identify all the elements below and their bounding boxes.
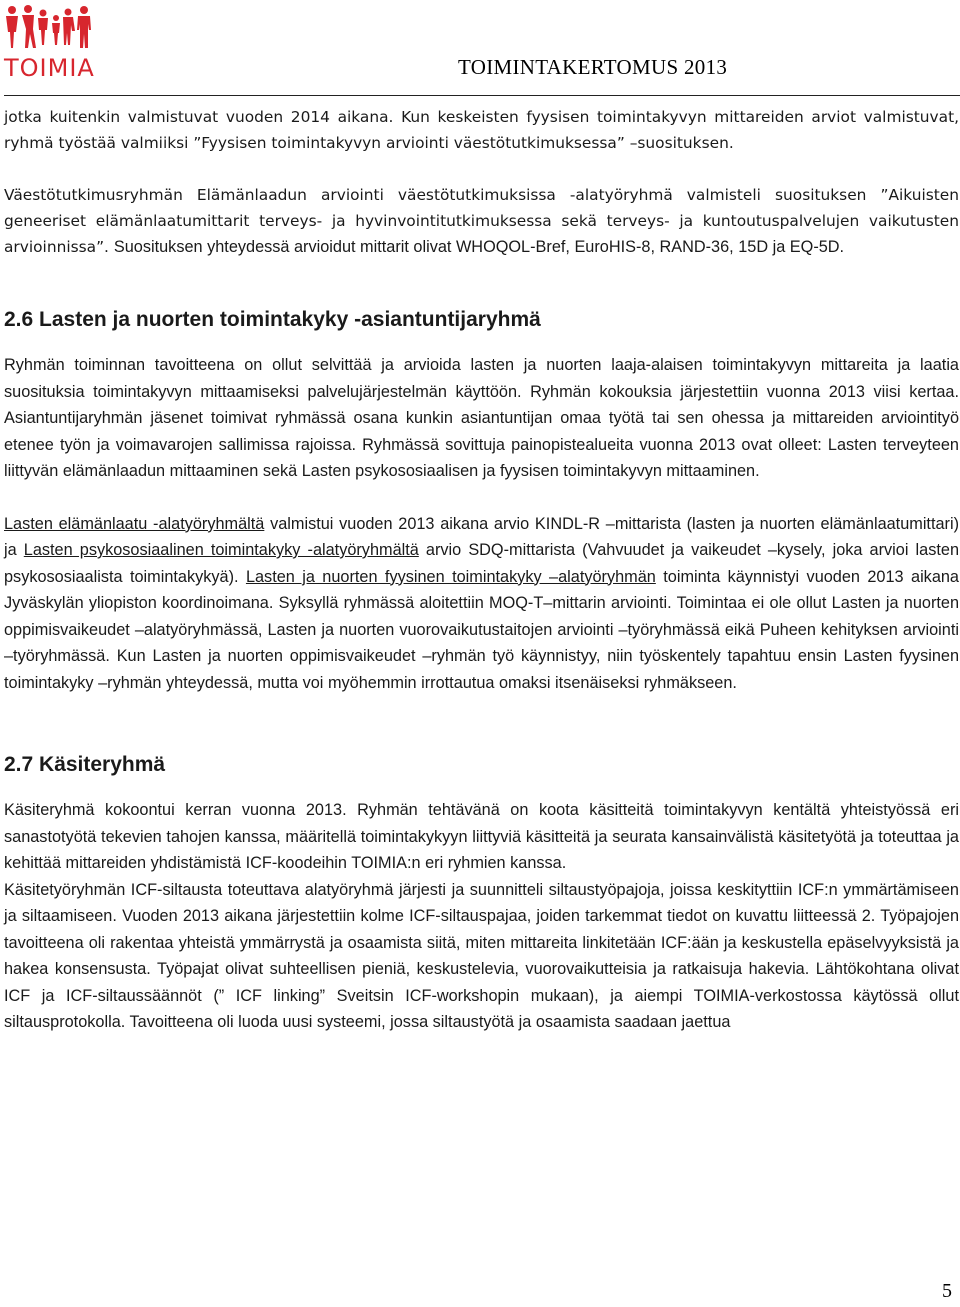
link-lasten-fyysinen[interactable]: Lasten ja nuorten fyysinen toimintakyky –alatyöryhmän — [245, 567, 656, 586]
paragraph-quality-of-life — [4, 182, 959, 260]
link-lasten-psykososiaalinen[interactable]: Lasten psykososiaalinen toimintakyky -alatyöryhmältä — [23, 541, 419, 559]
header-divider — [4, 95, 960, 96]
section-2-6-paragraph-2 — [4, 511, 959, 697]
section-2-7-paragraph-1: Käsiteryhmä kokoontui kerran vuonna 2013. Ryhmän tehtävänä on koota käsitteitä toimintakyvyn kentältä yhteistyössä eri sanastotyötä tekevien tahojen kanssa, määritellä toimintakykyyn liittyviä käsitteitä ja seurata kansainvälistä käsitetyötä ja toteuttaa ja kehittää mittareiden yhdistämistä ICF-koodeihin TOIMIA:n eri ryhmien kanssa. — [4, 801, 959, 872]
page-number: 5 — [942, 1280, 952, 1302]
document-body — [4, 104, 959, 1036]
paragraph-intro: jotka kuitenkin valmistuvat vuoden 2014 aikana. Kun keskeisten fyysisen toimintakyvyn mittareiden arviot valmistuvat, ryhmä työstää valmiiksi ”Fyysisen toimintakyvyn arviointi väestötutkimuksessa” –suosituksen. — [4, 108, 959, 152]
toimia-logo — [4, 4, 96, 84]
section-2-6-text-1: valmistui vuoden 2013 aikana arvio KINDL-R –mittarista (lasten ja nuorten elämänlaatumittari) ja — [4, 514, 959, 559]
page-header — [0, 0, 960, 95]
section-heading-2-6: 2.6 Lasten ja nuorten toimintakyky -asiantuntijaryhmä — [4, 308, 541, 331]
section-2-6-paragraph-1: Ryhmän toiminnan tavoitteena on ollut selvittää ja arvioida lasten ja nuorten laaja-alaisen toimintakyvyn mittareita ja laatia suosituksia toimintakyvyn mittaamiseksi palvelujärjestelmän käyttöön. Ryhmän kokouksia järjestettiin vuonna 2013 viisi kertaa. Asiantuntijaryhmän jäsenet toimivat ryhmässä osana kunkin asiantuntijan omaa työtä tai sen ohessa ja mittareiden arviointityö etenee työn ja voimavarojen sallimissa rajoissa. Ryhmässä sovittuja painopistealueita vuonna 2013 ovat olleet: Lasten terveyteen liittyvän elämänlaadun mittaaminen sekä Lasten psykososiaalisen ja fyysisen toimintakyvyn mittaaminen. — [4, 356, 959, 480]
paragraph-quality-of-life-text: Väestötutkimusryhmän Elämänlaadun arviointi väestötutkimuksissa -alatyöryhmä valmisteli suosituksen ”Aikuisten geneeriset elämänlaatumittarit terveys- ja hyvinvointitutkimuksessa sekä terveys- ja kuntoutuspalvelujen vaikutusten arvioinnissa”. — [4, 186, 959, 256]
toimia-people-logo-icon — [4, 4, 96, 52]
section-2-6-text-2: arvio SDQ-mittarista (Vahvuudet ja vaikeudet –kysely, joka arvioi lasten psykososiaalista toimintakykyä). — [4, 541, 959, 586]
section-2-7-paragraph-2: Käsitetyöryhmän ICF-siltausta toteuttava alatyöryhmä järjesti ja suunnitteli siltaustyöpajoja, joissa keskityttiin ICF:n ymmärtämiseen ja siltaamiseen. Vuoden 2013 aikana järjestettiin kolme ICF-siltauspajaa, joiden tarkemmat tiedot on kuvattu liitteessä 2. Työpajojen tavoitteena oli rakentaa yhteistä ymmärrystä ja osaamista siitä, miten mittareita linkitetään ICF:ään ja keskustella epäselvyyksistä ja hakea konsensusta. Työpajat olivat suhteellisen pieniä, keskustelevia, vuorovaikutteisia ja ratkaisuja hakevia. Lähtökohtana olivat ICF ja ICF-siltaussäännöt (” ICF linking” Sveitsin ICF-workshopin mukaan), ja aiempi TOIMIA-verkostossa käytössä ollut siltausprotokolla. Tavoitteena oli luoda uusi systeemi, jossa siltaustyötä ja osaamista saadaan jaettua — [4, 880, 959, 1031]
section-2-6-text-3: toiminta käynnistyi vuoden 2013 aikana Jyväskylän yliopiston koordinoimana. Syksyllä ryhmässä aloitettiin MOQ-T–mittarin arviointi. Toimintaa ei ole ollut Lasten ja nuorten oppimisvaikeudet –alatyöryhmässä, Lasten ja nuorten vuorovaikutustaitojen arviointi –työryhmässä eikä Puheen kehityksen arviointi –työryhmässä. Kun Lasten ja nuorten oppimisvaikeudet –ryhmän työ käynnistyy, niin työskentely tapahtuu ensin Lasten fyysinen toimintakyky –ryhmän yhteydessä, mutta voi myöhemmin irrottautua omaksi itsenäiseksi ryhmäkseen. — [4, 567, 959, 692]
logo-text: TOIMIA — [4, 54, 95, 82]
report-title: TOIMINTAKERTOMUS 2013 — [458, 55, 728, 79]
section-heading-2-7: 2.7 Käsiteryhmä — [4, 753, 166, 776]
paragraph-quality-of-life-instruments: Suosituksen yhteydessä arvioidut mittarit olivat WHOQOL-Bref, EuroHIS-8, RAND-36, 15D ja EQ-5D. — [113, 238, 845, 256]
link-lasten-elamanlaatu[interactable]: Lasten elämänlaatu -alatyöryhmältä — [4, 514, 265, 533]
